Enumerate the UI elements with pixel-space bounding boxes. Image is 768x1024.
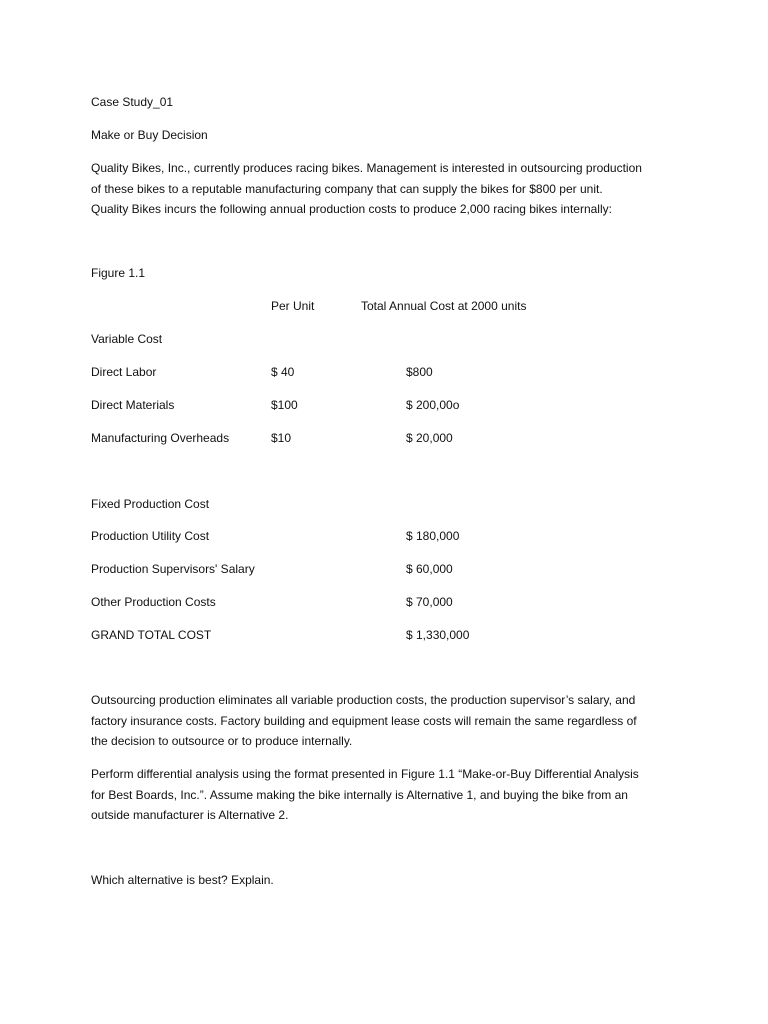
grand-total-label: GRAND TOTAL COST [91, 628, 212, 642]
fixed-cost-heading: Fixed Production Cost [91, 497, 210, 511]
row-per-unit: $ 40 [271, 365, 295, 379]
grand-total-value: $ 1,330,000 [406, 628, 470, 642]
row-label: Manufacturing Overheads [91, 431, 230, 445]
row-total: $ 20,000 [406, 431, 453, 445]
row-per-unit: $10 [271, 431, 292, 445]
paragraph-line: the decision to outsource or to produce internally. [91, 734, 353, 748]
document-subtitle: Make or Buy Decision [91, 128, 208, 142]
intro-line: Quality Bikes incurs the following annual production costs to produce 2,000 racing bikes internally: [91, 202, 612, 216]
row-label: Direct Materials [91, 398, 175, 412]
row-label: Production Supervisors' Salary [91, 562, 255, 576]
row-per-unit: $100 [271, 398, 298, 412]
row-total: $ 200,00o [406, 398, 460, 412]
intro-line: of these bikes to a reputable manufacturing company that can supply the bikes for $800 per unit. [91, 181, 603, 196]
paragraph-line: for Best Boards, Inc.”. Assume making the bike internally is Alternative 1, and buying the bike from an [91, 787, 628, 802]
paragraph-line: outside manufacturer is Alternative 2. [91, 808, 289, 822]
outsourcing-paragraph [91, 690, 691, 752]
paragraph-line: Perform differential analysis using the format presented in Figure 1.1 “Make-or-Buy Differential Analysis [91, 767, 639, 781]
intro-paragraph [91, 158, 691, 220]
variable-cost-heading: Variable Cost [91, 332, 163, 346]
intro-line: Quality Bikes, Inc., currently produces racing bikes. Management is interested in outsourcing production [91, 161, 642, 175]
header-total: Total Annual Cost at 2000 units [361, 299, 527, 313]
header-per-unit: Per Unit [271, 299, 315, 313]
question: Which alternative is best? Explain. [91, 873, 274, 887]
paragraph-line: Outsourcing production eliminates all variable production costs, the production supervisor’s salary, and [91, 693, 636, 707]
paragraph-line: factory insurance costs. Factory building and equipment lease costs will remain the same regardless of [91, 713, 637, 728]
row-label: Direct Labor [91, 365, 157, 379]
row-label: Other Production Costs [91, 595, 216, 609]
row-total: $ 180,000 [406, 529, 460, 543]
document-title: Case Study_01 [91, 95, 174, 109]
instructions-paragraph [91, 764, 691, 826]
row-total: $ 60,000 [406, 562, 453, 576]
row-total: $ 70,000 [406, 595, 453, 609]
row-label: Production Utility Cost [91, 529, 210, 543]
figure-label: Figure 1.1 [91, 266, 146, 280]
row-total: $800 [406, 365, 433, 379]
